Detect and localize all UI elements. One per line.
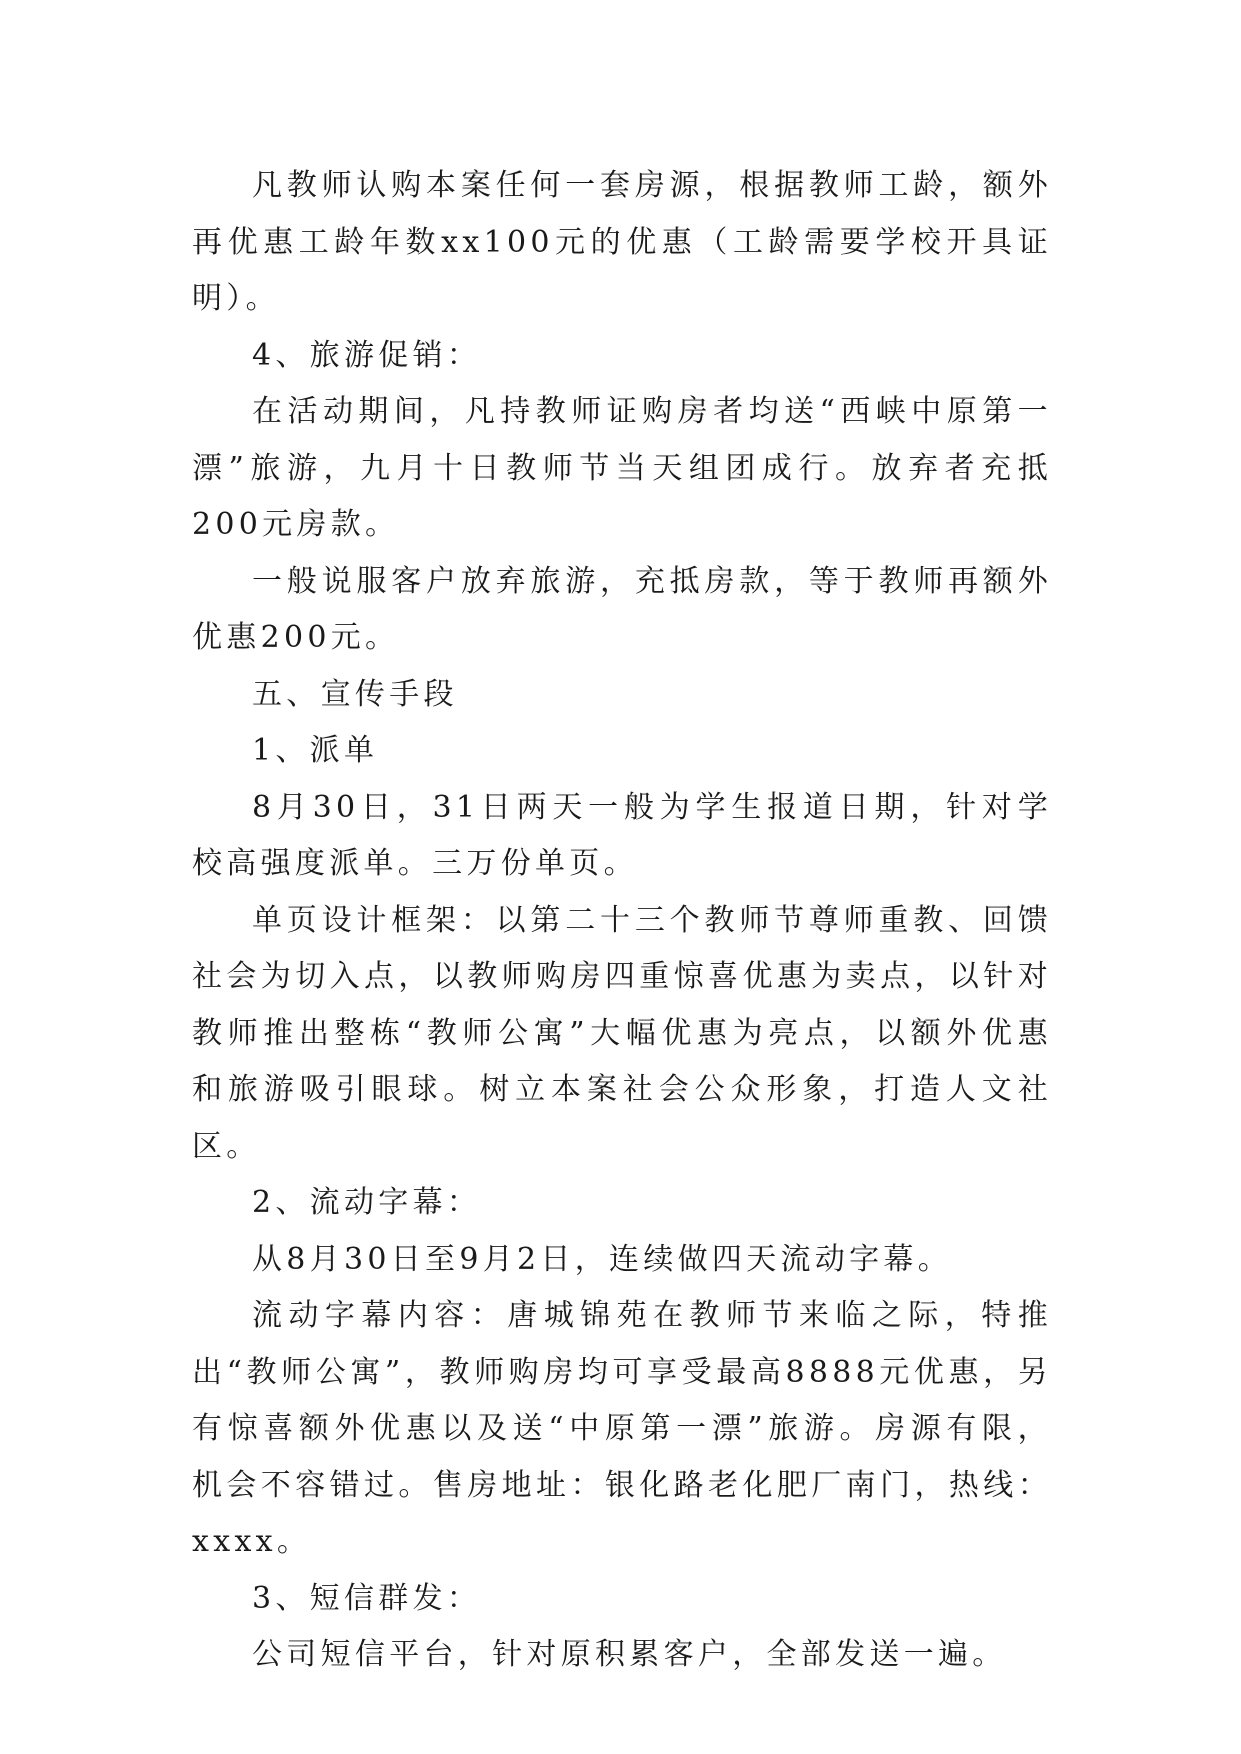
paragraph-sms-details: 公司短信平台，针对原积累客户，全部发送一遍。: [252, 1637, 1007, 1672]
paragraph-caption-content: 流动字幕内容：唐城锦苑在教师节来临之际，特推出“教师公寓”，教师购房均可享受最高8888元优惠，另有惊喜额外优惠以及送“中原第一漂”旅游。房源有限，机会不容错过。售房地址：银化路老化肥厂南门，热线：xxxx。: [192, 1298, 1052, 1559]
heading-sms-broadcast: 3、短信群发：: [252, 1580, 482, 1616]
paragraph-travel-offer: 在活动期间，凡持教师证购房者均送“西峡中原第一漂”旅游，九月十日教师节当天组团成行。放弃者充抵200元房款。: [192, 394, 1052, 542]
document-body: [192, 158, 1052, 1684]
paragraph-flyer-schedule: 8月30日，31日两天一般为学生报道日期，针对学校高强度派单。三万份单页。: [192, 789, 1052, 881]
heading-scrolling-captions: 2、流动字幕：: [252, 1185, 482, 1220]
paragraph-travel-offset: 一般说服客户放弃旅游，充抵房款，等于教师再额外优惠200元。: [192, 563, 1052, 655]
heading-promotion-methods: 五、宣传手段: [252, 676, 458, 712]
paragraph-flyer-design: 单页设计框架：以第二十三个教师节尊师重教、回馈社会为切入点，以教师购房四重惊喜优惠为卖点，以针对教师推出整栋“教师公寓”大幅优惠为亮点，以额外优惠和旅游吸引眼球。树立本案社会公众形象，打造人文社区。: [192, 902, 1052, 1164]
heading-flyer-distribution: 1、派单: [252, 733, 379, 768]
heading-travel-promotion: 4、旅游促销：: [252, 337, 482, 373]
paragraph-teacher-seniority-discount: 凡教师认购本案任何一套房源，根据教师工龄，额外再优惠工龄年数xx100元的优惠（工龄需要学校开具证明）。: [192, 168, 1052, 316]
paragraph-caption-schedule: 从8月30日至9月2日，连续做四天流动字幕。: [252, 1241, 953, 1277]
